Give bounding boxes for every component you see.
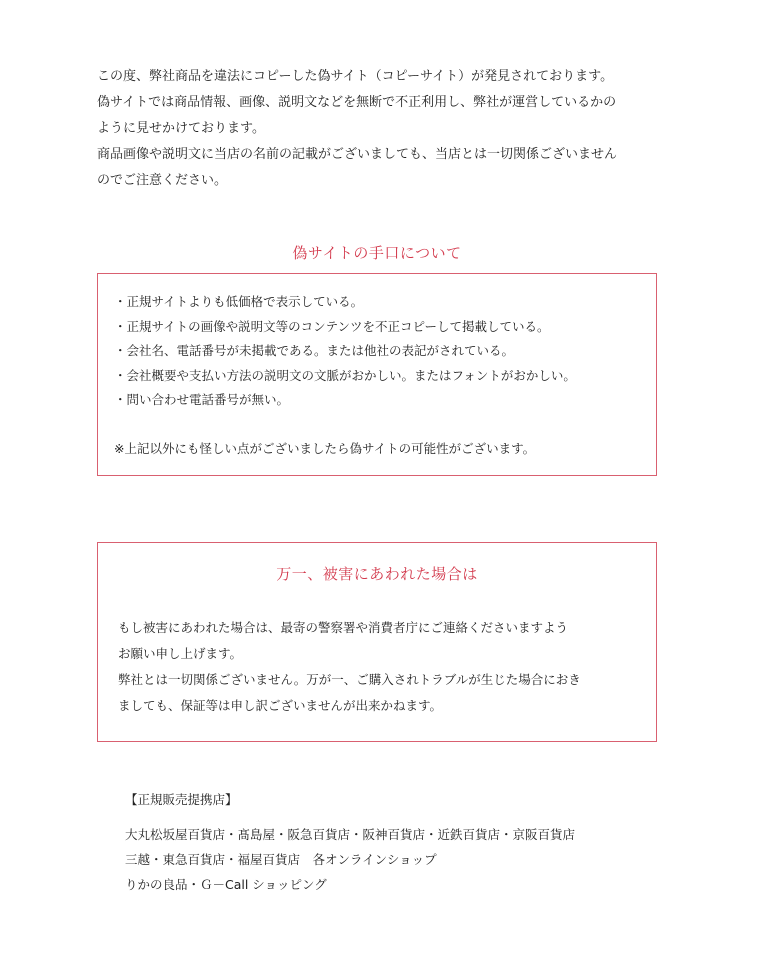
- stores-line: 大丸松坂屋百貨店・髙島屋・阪急百貨店・阪神百貨店・近鉄百貨店・京阪百貨店: [125, 827, 576, 842]
- stores-line: りかの良品・Ｇ－Call ショッピング: [125, 877, 327, 892]
- damage-title: 万一、被害にあわれた場合は: [276, 565, 478, 583]
- intro-line: 偽サイトでは商品情報、画像、説明文などを無断で不正利用し、弊社が運営しているかの: [97, 95, 617, 110]
- methods-note: ※上記以外にも怪しい点がございましたら偽サイトの可能性がございます。: [114, 440, 536, 456]
- methods-item: ・問い合わせ電話番号が無い。: [114, 392, 290, 407]
- intro-line: 商品画像や説明文に当店の名前の記載がございましても、当店とは一切関係ございません: [97, 147, 618, 162]
- damage-body: [118, 615, 648, 719]
- stores-line: 三越・東急百貨店・福屋百貨店 各オンラインショップ: [125, 852, 437, 867]
- damage-line: もし被害にあわれた場合は、最寄の警察署や消費者庁にご連絡くださいますよう: [118, 620, 569, 635]
- methods-item: ・正規サイトの画像や説明文等のコンテンツを不正コピーして掲載している。: [114, 318, 550, 334]
- damage-line: ましても、保証等は申し訳ございませんが出来かねます。: [118, 698, 443, 713]
- damage-line: お願い申し上げます。: [118, 646, 243, 661]
- stores-heading: 【正規販売提携店】: [125, 792, 238, 807]
- intro-line: この度、弊社商品を違法にコピーした偽サイト（コピーサイト）が発見されております。: [97, 69, 614, 84]
- damage-line: 弊社とは一切関係ございません。万が一、ご購入されトラブルが生じた場合におき: [118, 672, 581, 687]
- methods-box: [97, 273, 657, 476]
- methods-title: 偽サイトの手口について: [292, 244, 462, 262]
- methods-item: ・正規サイトよりも低価格で表示している。: [114, 294, 364, 309]
- methods-item: ・会社名、電話番号が未掲載である。または他社の表記がされている。: [114, 343, 515, 358]
- intro-line: ように見せかけております。: [97, 121, 265, 136]
- intro-line: のでご注意ください。: [97, 173, 228, 188]
- damage-box: [97, 542, 657, 742]
- intro-text: [97, 64, 677, 194]
- methods-item: ・会社概要や支払い方法の説明文の文脈がおかしい。またはフォントがおかしい。: [114, 367, 576, 383]
- authorized-stores: [125, 788, 575, 897]
